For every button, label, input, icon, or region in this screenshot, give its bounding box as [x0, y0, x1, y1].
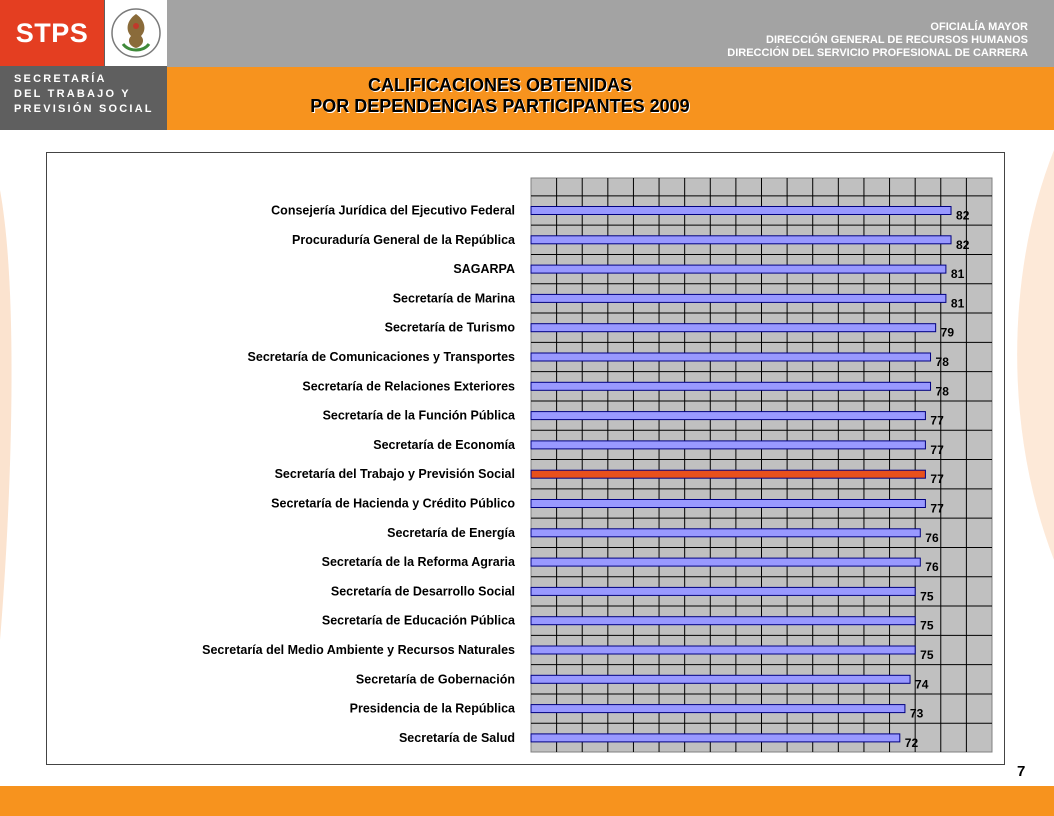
data-label: 74 [915, 677, 929, 692]
ministry-name: SECRETARÍA DEL TRABAJO Y PREVISIÓN SOCIAL [14, 73, 154, 115]
category-label: Secretaría del Trabajo y Previsión Social [274, 467, 515, 482]
category-label: Secretaría de Relaciones Exteriores [302, 379, 515, 394]
data-label: 81 [950, 296, 965, 311]
national-seal-icon [105, 0, 167, 66]
bar [531, 617, 915, 625]
data-label: 77 [930, 442, 944, 457]
bar [531, 675, 910, 683]
category-label: Secretaría de Economía [373, 437, 515, 452]
bar [531, 705, 905, 713]
data-label: 77 [930, 472, 944, 487]
data-label: 77 [930, 413, 944, 428]
data-label: 78 [935, 384, 949, 399]
bar [531, 558, 920, 566]
page-title: CALIFICACIONES OBTENIDAS POR DEPENDENCIAS PARTICIPANTES 2009 [310, 75, 690, 116]
data-label: 76 [925, 560, 939, 575]
category-label: Consejería Jurídica del Ejecutivo Federal [271, 203, 515, 218]
category-label: Secretaría de Educación Pública [321, 613, 515, 628]
category-label: Secretaría de Marina [392, 291, 515, 306]
data-label: 72 [904, 735, 919, 750]
data-label: 78 [935, 355, 949, 369]
data-label: 76 [925, 530, 939, 545]
org-line: OFICIALÍA MAYOR [930, 21, 1028, 33]
bar [531, 294, 946, 302]
category-label: Secretaría de Comunicaciones y Transportes [247, 350, 515, 364]
org-line: DIRECCIÓN DEL SERVICIO PROFESIONAL DE CARRERA [727, 47, 1028, 59]
bar [531, 500, 925, 508]
page-number: 7 [1017, 763, 1026, 780]
data-label: 79 [940, 325, 955, 340]
bar [531, 441, 925, 449]
org-lines [727, 21, 1028, 60]
bar [531, 646, 915, 654]
data-label: 77 [930, 501, 944, 516]
bar [531, 470, 925, 478]
stps-logo-block [0, 0, 167, 130]
category-label: Procuraduría General de la República [292, 232, 515, 247]
data-label: 75 [920, 589, 934, 604]
data-label: 73 [909, 706, 924, 721]
category-label: Presidencia de la República [349, 701, 515, 716]
category-label: Secretaría de Desarrollo Social [330, 584, 515, 599]
data-label: 75 [920, 618, 934, 633]
category-label: Secretaría de Energía [387, 525, 515, 540]
bar [531, 207, 951, 215]
category-label: SAGARPA [453, 262, 515, 277]
bar [531, 382, 931, 390]
bar [531, 353, 931, 361]
footer-band [0, 786, 1054, 816]
data-label: 82 [956, 208, 970, 223]
data-label: 75 [920, 648, 934, 662]
category-label: Secretaría de la Función Pública [322, 408, 515, 423]
data-label: 81 [950, 267, 965, 282]
bar [531, 587, 915, 595]
bar-chart [47, 153, 1004, 764]
bar [531, 265, 946, 273]
bar [531, 529, 920, 537]
bar [531, 734, 900, 742]
header-band [167, 0, 1054, 67]
category-label: Secretaría de Gobernación [355, 672, 515, 687]
stps-logo: STPS [0, 0, 104, 66]
category-label: Secretaría de Hacienda y Crédito Público [271, 496, 515, 511]
category-label: Secretaría de Salud [398, 730, 515, 745]
category-label: Secretaría del Medio Ambiente y Recursos Naturales [202, 643, 515, 657]
data-label: 82 [956, 237, 970, 252]
bar [531, 412, 925, 420]
bar [531, 236, 951, 244]
category-label: Secretaría de Turismo [384, 320, 515, 335]
category-label: Secretaría de la Reforma Agraria [321, 555, 515, 570]
bar [531, 324, 936, 332]
chart-frame [46, 152, 1005, 765]
org-line: DIRECCIÓN GENERAL DE RECURSOS HUMANOS [766, 34, 1028, 46]
